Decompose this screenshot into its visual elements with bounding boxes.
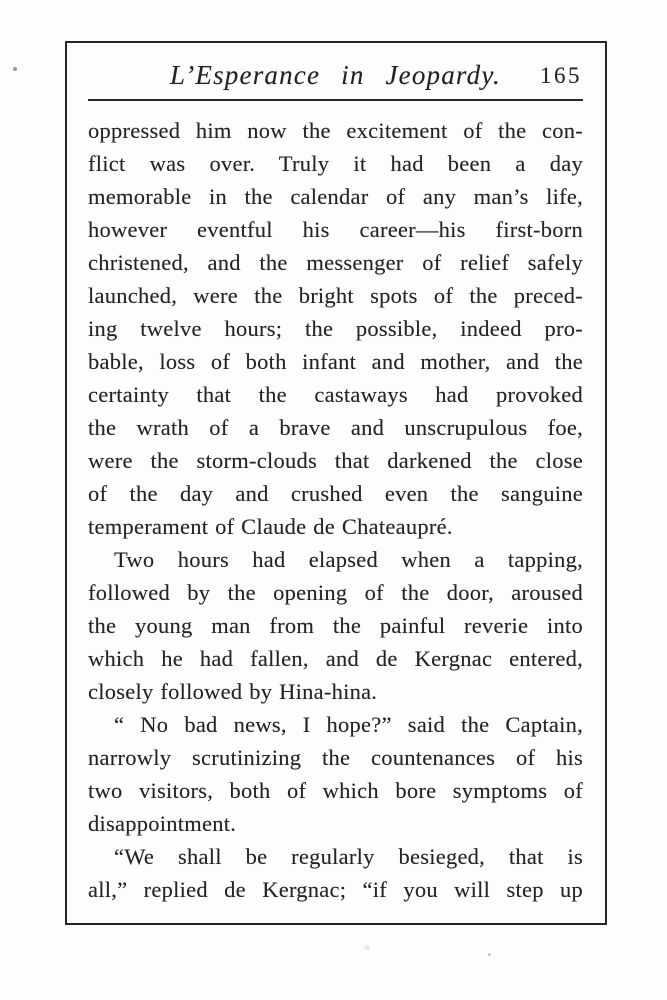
text-line: “ No bad news, I hope?” said the Captain,: [114, 712, 583, 737]
text-line: ing twelve hours; the possible, indeed pro-: [88, 316, 583, 341]
text-line: were the storm-clouds that darkened the close: [88, 448, 583, 473]
book-page: [65, 41, 607, 925]
text-line: “We shall be regularly besieged, that is: [114, 844, 583, 869]
text-line: certainty that the castaways had provoked: [88, 382, 583, 407]
text-line: memorable in the calendar of any man’s life,: [88, 184, 583, 209]
text-line: flict was over. Truly it had been a day: [88, 151, 583, 176]
text-line: the young man from the painful reverie into: [88, 613, 583, 638]
scan-speck: [364, 945, 370, 950]
scan-speck: [488, 953, 491, 956]
text-line: disappointment.: [88, 811, 237, 836]
text-line: christened, and the messenger of relief safely: [88, 250, 583, 275]
text-line: temperament of Claude de Chateaupré.: [88, 514, 453, 539]
page-header: [88, 58, 583, 94]
text-line: narrowly scrutinizing the countenances of his: [88, 745, 583, 770]
text-line: bable, loss of both infant and mother, and the: [88, 349, 583, 374]
scan-speck: [13, 67, 17, 71]
text-line: launched, were the bright spots of the preced-: [88, 283, 583, 308]
text-line: Two hours had elapsed when a tapping,: [114, 547, 583, 572]
text-line: all,” replied de Kergnac; “if you will step up: [88, 877, 583, 902]
text-line: of the day and crushed even the sanguine: [88, 481, 583, 506]
text-line: however eventful his career—his first-born: [88, 217, 583, 242]
header-rule: [88, 99, 583, 101]
text-line: closely followed by Hina-hina.: [88, 679, 378, 704]
page-number: 165: [540, 63, 582, 88]
text-line: which he had fallen, and de Kergnac entered,: [88, 646, 583, 671]
text-line: oppressed him now the excitement of the con-: [88, 118, 583, 143]
page-text: [88, 114, 583, 906]
running-title: L’Esperance in Jeopardy.: [170, 60, 501, 90]
text-line: the wrath of a brave and unscrupulous foe,: [88, 415, 583, 440]
text-line: followed by the opening of the door, aroused: [88, 580, 583, 605]
page-content: [67, 43, 605, 906]
text-line: two visitors, both of which bore symptoms of: [88, 778, 583, 803]
